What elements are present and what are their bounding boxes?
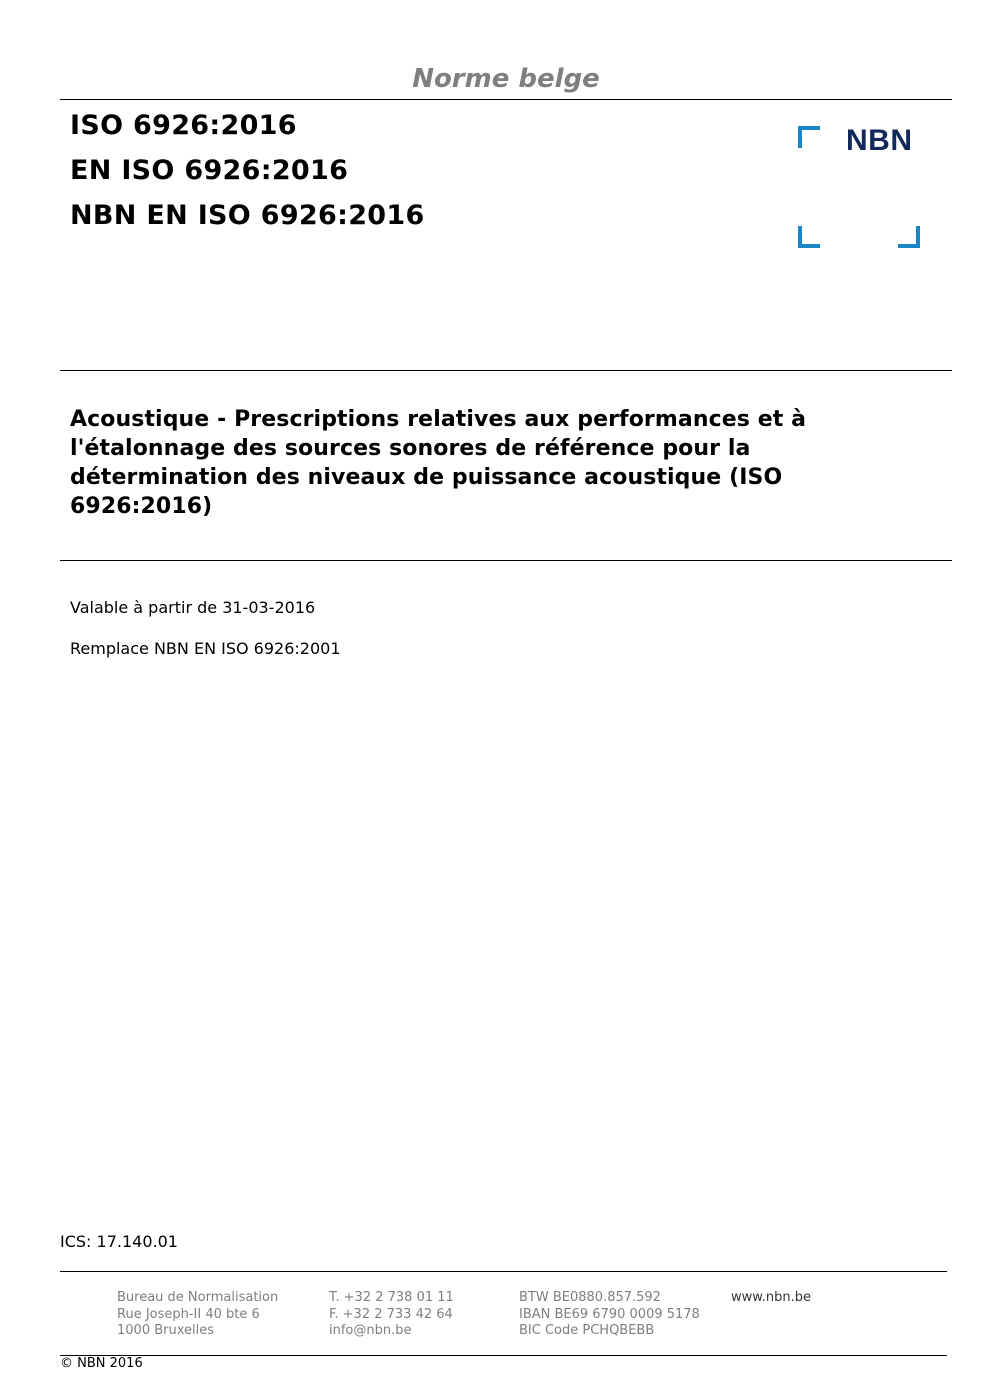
footer-address-line: Bureau de Normalisation (117, 1290, 279, 1305)
footer-contact (329, 1290, 454, 1340)
standard-code-en: EN ISO 6926:2016 (70, 155, 349, 186)
logo-corner-bottom-right (898, 226, 920, 248)
nbn-logo (798, 126, 920, 248)
header-label: Norme belge (412, 64, 600, 94)
footer-banking (519, 1290, 700, 1340)
footer-website-link: www.nbn.be (731, 1290, 811, 1305)
divider-title-bottom (60, 560, 952, 561)
copyright: © NBN 2016 (60, 1356, 143, 1371)
logo-corner-bottom-left (798, 226, 820, 248)
footer-website (731, 1290, 811, 1307)
standard-code-nbn: NBN EN ISO 6926:2016 (70, 200, 425, 231)
footer-bic: BIC Code PCHQBEBB (519, 1323, 655, 1338)
divider-top (60, 99, 952, 100)
footer-address-line: Rue Joseph-II 40 bte 6 (117, 1306, 260, 1322)
replaces-standard: Remplace NBN EN ISO 6926:2001 (70, 639, 341, 658)
footer-fax: F. +32 2 733 42 64 (329, 1306, 453, 1322)
footer-address (117, 1290, 278, 1340)
footer-phone: T. +32 2 738 01 11 (329, 1290, 454, 1305)
divider-footer-top (60, 1271, 947, 1272)
footer-vat: BTW BE0880.857.592 (519, 1290, 661, 1305)
ics-code: ICS: 17.140.01 (60, 1232, 178, 1251)
footer-iban: IBAN BE69 6790 0009 5178 (519, 1306, 700, 1322)
footer-address-line: 1000 Bruxelles (117, 1323, 215, 1338)
logo-corner-top-left (798, 126, 820, 148)
standard-code-iso: ISO 6926:2016 (70, 110, 297, 141)
divider-title-top (60, 370, 952, 371)
document-title: Acoustique - Prescriptions relatives aux performances et à l'étalonnage des sources sonores de référence pour la détermination des niveaux de puissance acoustique (ISO 6926:2016) (70, 407, 807, 519)
logo-text: NBN (846, 124, 913, 157)
validity-date: Valable à partir de 31-03-2016 (70, 598, 316, 617)
footer-email: info@nbn.be (329, 1323, 412, 1338)
divider-footer-bottom (60, 1355, 947, 1356)
